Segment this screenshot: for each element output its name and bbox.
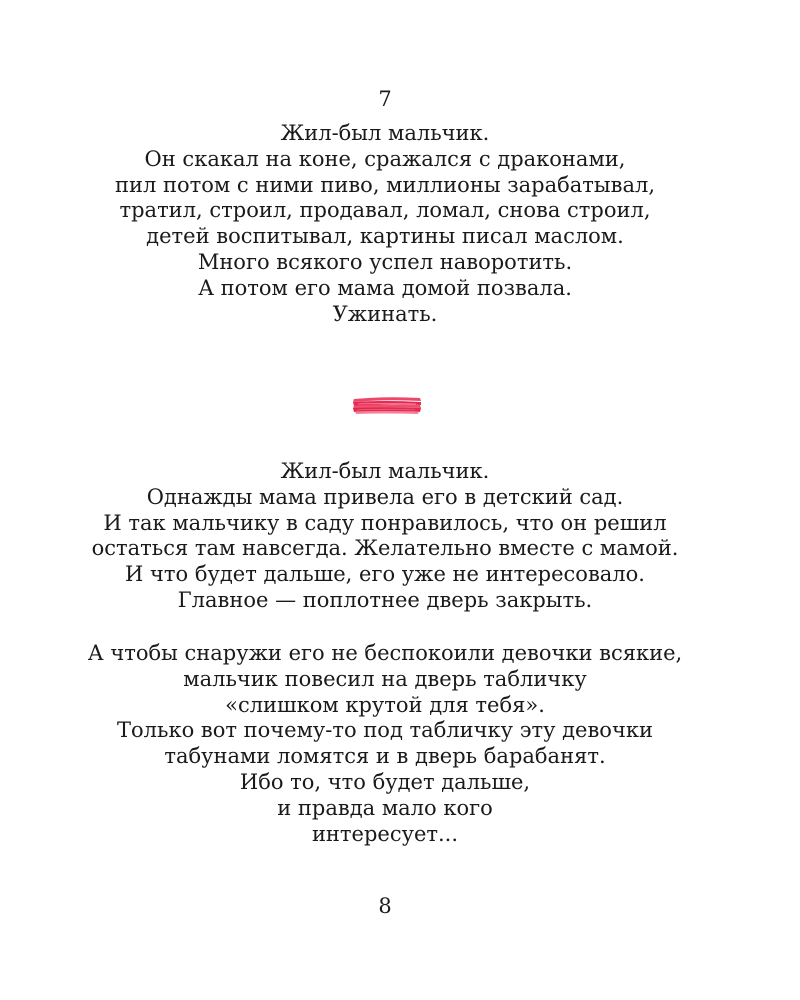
story-2-line: табунами ломятся и в дверь барабанят. bbox=[164, 744, 606, 769]
brush-stroke bbox=[353, 397, 421, 414]
story-2-line: А чтобы снаружи его не беспокоили девочки всякие, bbox=[87, 641, 683, 665]
story-1-line: Ужинать. bbox=[332, 301, 438, 326]
story-1-line: детей воспитывал, картины писал маслом. bbox=[146, 224, 624, 249]
story-2-line: И так мальчику в саду понравилось, что он решил bbox=[103, 510, 667, 535]
story-2-line: И что будет дальше, его уже не интересовало. bbox=[125, 562, 645, 587]
story-2-line: Жил-был мальчик. bbox=[280, 459, 490, 483]
story-2-paragraph-2 bbox=[0, 641, 770, 847]
story-1-line: А потом его мама домой позвала. bbox=[198, 275, 572, 300]
page-number-bottom: 8 bbox=[378, 894, 392, 918]
story-1-line: пил потом с ними пиво, миллионы зарабатывал, bbox=[115, 172, 655, 197]
story-1-line: Много всякого успел наворотить. bbox=[197, 249, 573, 274]
story-2-line: Только вот почему-то под табличку эту девочки bbox=[117, 718, 653, 743]
story-2-line: Ибо то, что будет дальше, bbox=[239, 769, 531, 794]
story-2-line: остаться там навсегда. Желательно вместе с мамой. bbox=[91, 536, 679, 561]
story-2-line: Однажды мама привела его в детский сад. bbox=[146, 484, 624, 509]
red-brush-stroke-divider bbox=[352, 395, 422, 417]
story-1-line: тратил, строил, продавал, ломал, снова строил, bbox=[119, 198, 651, 223]
story-1-line: Он скакал на коне, сражался с драконами, bbox=[144, 146, 626, 171]
story-2-line: мальчик повесил на дверь табличку bbox=[183, 666, 587, 691]
story-2-line: интересует... bbox=[311, 821, 459, 846]
story-2-line: Главное — поплотнее дверь закрыть. bbox=[177, 587, 593, 612]
story-2-paragraph-1 bbox=[0, 459, 770, 614]
story-1 bbox=[0, 121, 770, 327]
story-2-line: и правда мало кого bbox=[277, 795, 493, 820]
story-1-line: Жил-был мальчик. bbox=[280, 121, 490, 145]
story-2-line: «слишком крутой для тебя». bbox=[225, 692, 545, 717]
page-number-top: 7 bbox=[378, 87, 392, 111]
